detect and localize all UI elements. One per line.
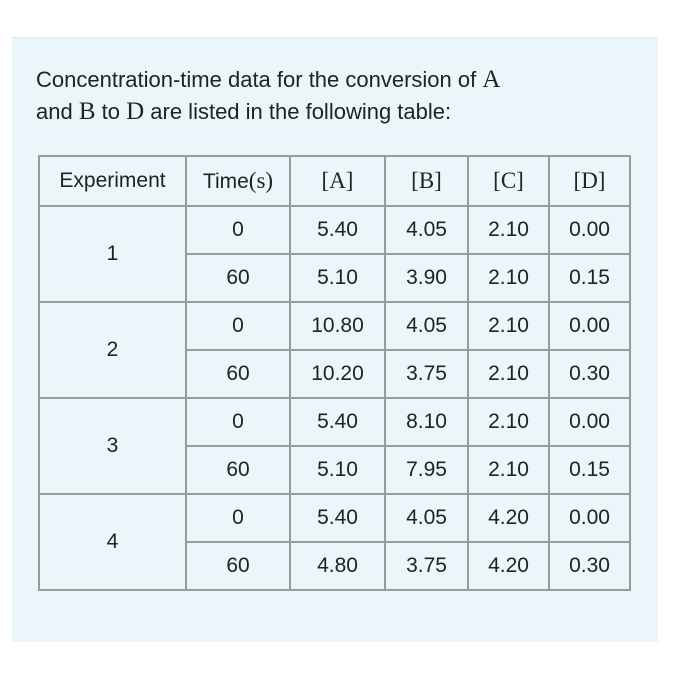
- header-conc-d: [D]: [549, 156, 630, 206]
- cell-conc-c: 2.10: [468, 446, 549, 494]
- cell-conc-a: 5.10: [290, 446, 385, 494]
- cell-conc-a: 5.40: [290, 206, 385, 254]
- variable-d: D: [126, 98, 145, 125]
- cell-conc-a: 5.10: [290, 254, 385, 302]
- cell-conc-d: 0.30: [549, 542, 630, 590]
- header-conc-a: [A]: [290, 156, 385, 206]
- cell-conc-d: 0.30: [549, 350, 630, 398]
- header-conc-c: [C]: [468, 156, 549, 206]
- cell-conc-a: 5.40: [290, 494, 385, 542]
- cell-time: 60: [186, 350, 290, 398]
- cell-conc-d: 0.15: [549, 254, 630, 302]
- variable-b: B: [78, 98, 96, 125]
- cell-conc-d: 0.00: [549, 206, 630, 254]
- header-row: [39, 156, 630, 206]
- question-text: [36, 64, 636, 128]
- cell-conc-d: 0.00: [549, 494, 630, 542]
- table-row: [39, 206, 630, 254]
- table-row: [39, 302, 630, 350]
- header-time-unit: (s): [248, 168, 274, 193]
- intro-text-4: are listed in the following table:: [144, 99, 452, 124]
- cell-time: 0: [186, 494, 290, 542]
- header-experiment: Experiment: [39, 156, 186, 206]
- header-conc-b: [B]: [385, 156, 468, 206]
- experiment-label: 4: [39, 494, 186, 590]
- cell-conc-c: 2.10: [468, 254, 549, 302]
- cell-conc-b: 3.75: [385, 542, 468, 590]
- question-card: [12, 37, 658, 642]
- cell-conc-b: 3.75: [385, 350, 468, 398]
- cell-conc-a: 10.20: [290, 350, 385, 398]
- cell-conc-c: 4.20: [468, 542, 549, 590]
- cell-conc-b: 8.10: [385, 398, 468, 446]
- cell-conc-b: 3.90: [385, 254, 468, 302]
- cell-time: 0: [186, 206, 290, 254]
- cell-conc-c: 4.20: [468, 494, 549, 542]
- cell-conc-b: 4.05: [385, 302, 468, 350]
- cell-conc-d: 0.15: [549, 446, 630, 494]
- experiment-label: 3: [39, 398, 186, 494]
- table-row: [39, 494, 630, 542]
- table-row: [39, 398, 630, 446]
- intro-text-2: and: [36, 99, 79, 124]
- variable-a: A: [482, 66, 501, 93]
- cell-conc-a: 4.80: [290, 542, 385, 590]
- cell-time: 0: [186, 398, 290, 446]
- cell-time: 60: [186, 446, 290, 494]
- cell-time: 60: [186, 254, 290, 302]
- cell-conc-b: 4.05: [385, 206, 468, 254]
- cell-conc-c: 2.10: [468, 398, 549, 446]
- cell-time: 60: [186, 542, 290, 590]
- experiment-label: 1: [39, 206, 186, 302]
- intro-text-3: to: [95, 99, 127, 124]
- experiment-label: 2: [39, 302, 186, 398]
- header-time: [186, 156, 290, 206]
- concentration-table: [38, 155, 631, 591]
- header-time-label: Time: [202, 170, 249, 193]
- intro-text-1: Concentration-time data for the conversion of: [36, 67, 483, 92]
- cell-conc-b: 7.95: [385, 446, 468, 494]
- cell-conc-a: 5.40: [290, 398, 385, 446]
- cell-conc-d: 0.00: [549, 398, 630, 446]
- cell-conc-b: 4.05: [385, 494, 468, 542]
- cell-time: 0: [186, 302, 290, 350]
- cell-conc-c: 2.10: [468, 206, 549, 254]
- cell-conc-d: 0.00: [549, 302, 630, 350]
- cell-conc-c: 2.10: [468, 350, 549, 398]
- cell-conc-a: 10.80: [290, 302, 385, 350]
- cell-conc-c: 2.10: [468, 302, 549, 350]
